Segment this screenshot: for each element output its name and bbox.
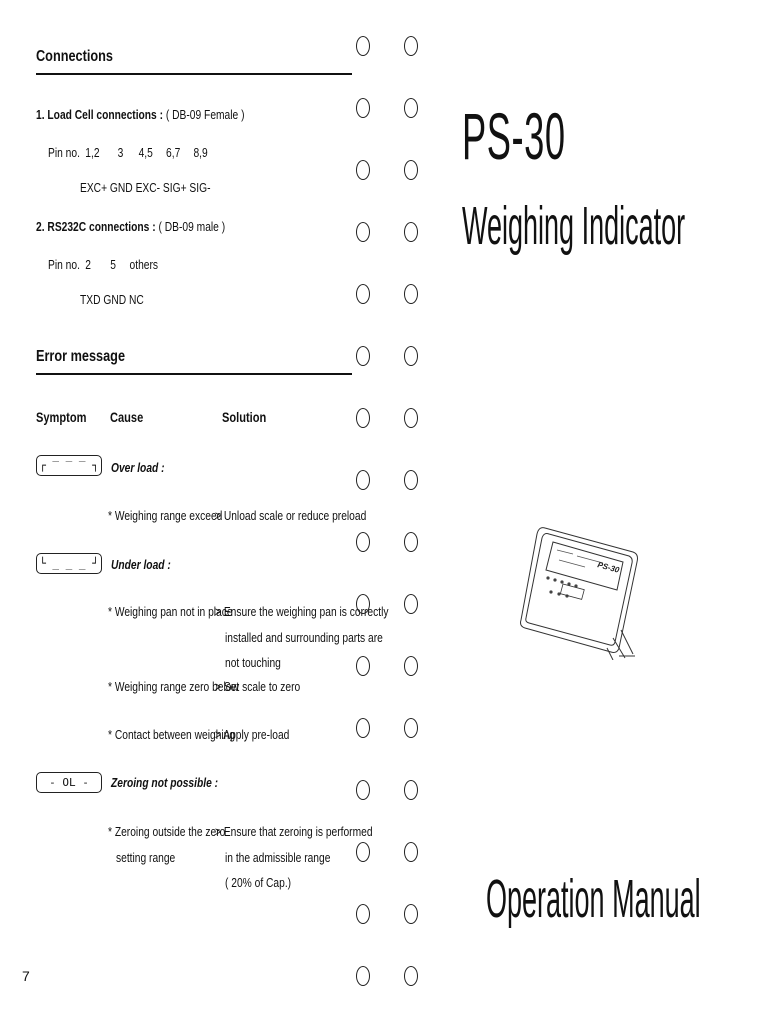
signal-name: NC: [128, 293, 144, 307]
binder-hole: [404, 222, 418, 242]
zeroing-cause: * Zeroing outside the zero: [108, 825, 226, 839]
indicator-device-illustration: [515, 520, 640, 660]
pin-value: 3: [117, 146, 124, 160]
zeroing-solution: > Ensure that zeroing is performed: [215, 825, 373, 839]
binder-hole: [404, 160, 418, 180]
pin-value: 8,9: [193, 146, 208, 160]
signal-name: GND: [109, 181, 133, 195]
rs232-spec: ( DB-09 male ): [158, 220, 226, 234]
underload-solution-1: > Ensure the weighing pan is correctly: [215, 605, 389, 619]
binder-hole: [404, 36, 418, 56]
underload-solution-3: > Apply pre-load: [215, 728, 290, 742]
underload-solution-2: > Set scale to zero: [215, 680, 301, 694]
page-number: 7: [22, 968, 30, 984]
underload-title: Under load :: [111, 558, 171, 572]
binder-hole: [356, 36, 370, 56]
binder-hole: [404, 656, 418, 676]
binder-hole: [356, 408, 370, 428]
load-cell-spec: ( DB-09 Female ): [165, 108, 245, 122]
binder-hole: [404, 98, 418, 118]
signal-name: EXC-: [135, 181, 161, 195]
binder-hole: [404, 718, 418, 738]
zeroing-display: - OL -: [36, 772, 102, 793]
binder-hole: [356, 346, 370, 366]
binder-hole: [356, 160, 370, 180]
overload-solution: > Unload scale or reduce preload: [215, 509, 367, 523]
signal-name: TXD: [80, 293, 101, 307]
binder-hole: [356, 718, 370, 738]
pin-label: Pin no.: [48, 146, 80, 160]
binder-hole: [356, 470, 370, 490]
load-cell-pin-row: [48, 146, 243, 160]
zeroing-cause-line2: setting range: [116, 851, 176, 865]
binder-hole: [404, 470, 418, 490]
cause-header: Cause: [110, 410, 144, 425]
pin-value: 5: [110, 258, 116, 272]
binder-hole: [404, 594, 418, 614]
binder-hole: [356, 222, 370, 242]
signal-name: SIG-: [189, 181, 211, 195]
underload-solution-1-line3: not touching: [225, 656, 281, 670]
underload-display: └ _ _ _ ┘: [36, 553, 102, 574]
rs232-label: RS232C connections :: [47, 220, 156, 234]
binder-hole: [404, 904, 418, 924]
load-cell-heading: [36, 108, 290, 122]
binder-hole: [404, 966, 418, 986]
binder-hole: [356, 284, 370, 304]
overload-title: Over load :: [111, 461, 165, 475]
binder-hole: [356, 842, 370, 862]
underload-cause-2: * Weighing range zero below: [108, 680, 239, 694]
binder-hole: [404, 532, 418, 552]
pin-value: others: [129, 258, 159, 272]
binder-hole: [356, 532, 370, 552]
binder-hole: [404, 842, 418, 862]
pin-value: 1,2: [85, 146, 100, 160]
product-subtitle: Weighing Indicator: [462, 196, 686, 256]
load-cell-number: 1.: [36, 108, 45, 122]
signal-name: EXC+: [80, 181, 108, 195]
binder-holes: [356, 36, 428, 996]
binder-hole: [356, 656, 370, 676]
operation-manual-title: Operation Manual: [486, 869, 701, 929]
binder-hole: [404, 346, 418, 366]
load-cell-signal-row: [80, 181, 239, 195]
binder-hole: [356, 594, 370, 614]
binder-hole: [356, 780, 370, 800]
signal-name: GND: [103, 293, 127, 307]
pin-value: 4,5: [138, 146, 153, 160]
zeroing-title: Zeroing not possible :: [111, 776, 219, 790]
binder-hole: [356, 904, 370, 924]
signal-name: SIG+: [162, 181, 187, 195]
overload-cause: * Weighing range exceed: [108, 509, 223, 523]
zeroing-solution-line3: ( 20% of Cap.): [225, 876, 292, 890]
connections-heading: Connections: [36, 48, 352, 75]
zeroing-solution-line2: in the admissible range: [225, 851, 331, 865]
rs232-signal-row: [80, 293, 158, 307]
solution-header: Solution: [222, 410, 267, 425]
binder-hole: [356, 966, 370, 986]
rs232-heading: [36, 220, 267, 234]
device-model-label: PS-30: [596, 560, 621, 575]
pin-value: 2: [85, 258, 91, 272]
binder-hole: [356, 98, 370, 118]
binder-hole: [404, 780, 418, 800]
load-cell-label: Load Cell connections :: [47, 108, 164, 122]
product-model: PS-30: [462, 99, 566, 173]
rs232-number: 2.: [36, 220, 45, 234]
rs232-pin-row: [48, 258, 182, 272]
overload-display: ┌ ‾ ‾ ‾ ┐: [36, 455, 102, 476]
underload-cause-1: * Weighing pan not in place: [108, 605, 233, 619]
underload-solution-1-line2: installed and surrounding parts are: [225, 631, 383, 645]
error-message-heading: Error message: [36, 348, 352, 375]
pin-value: 6,7: [166, 146, 181, 160]
underload-cause-3: * Contact between weighing: [108, 728, 236, 742]
binder-hole: [404, 408, 418, 428]
binder-hole: [404, 284, 418, 304]
pin-label: Pin no.: [48, 258, 80, 272]
symptom-header: Symptom: [36, 410, 87, 425]
